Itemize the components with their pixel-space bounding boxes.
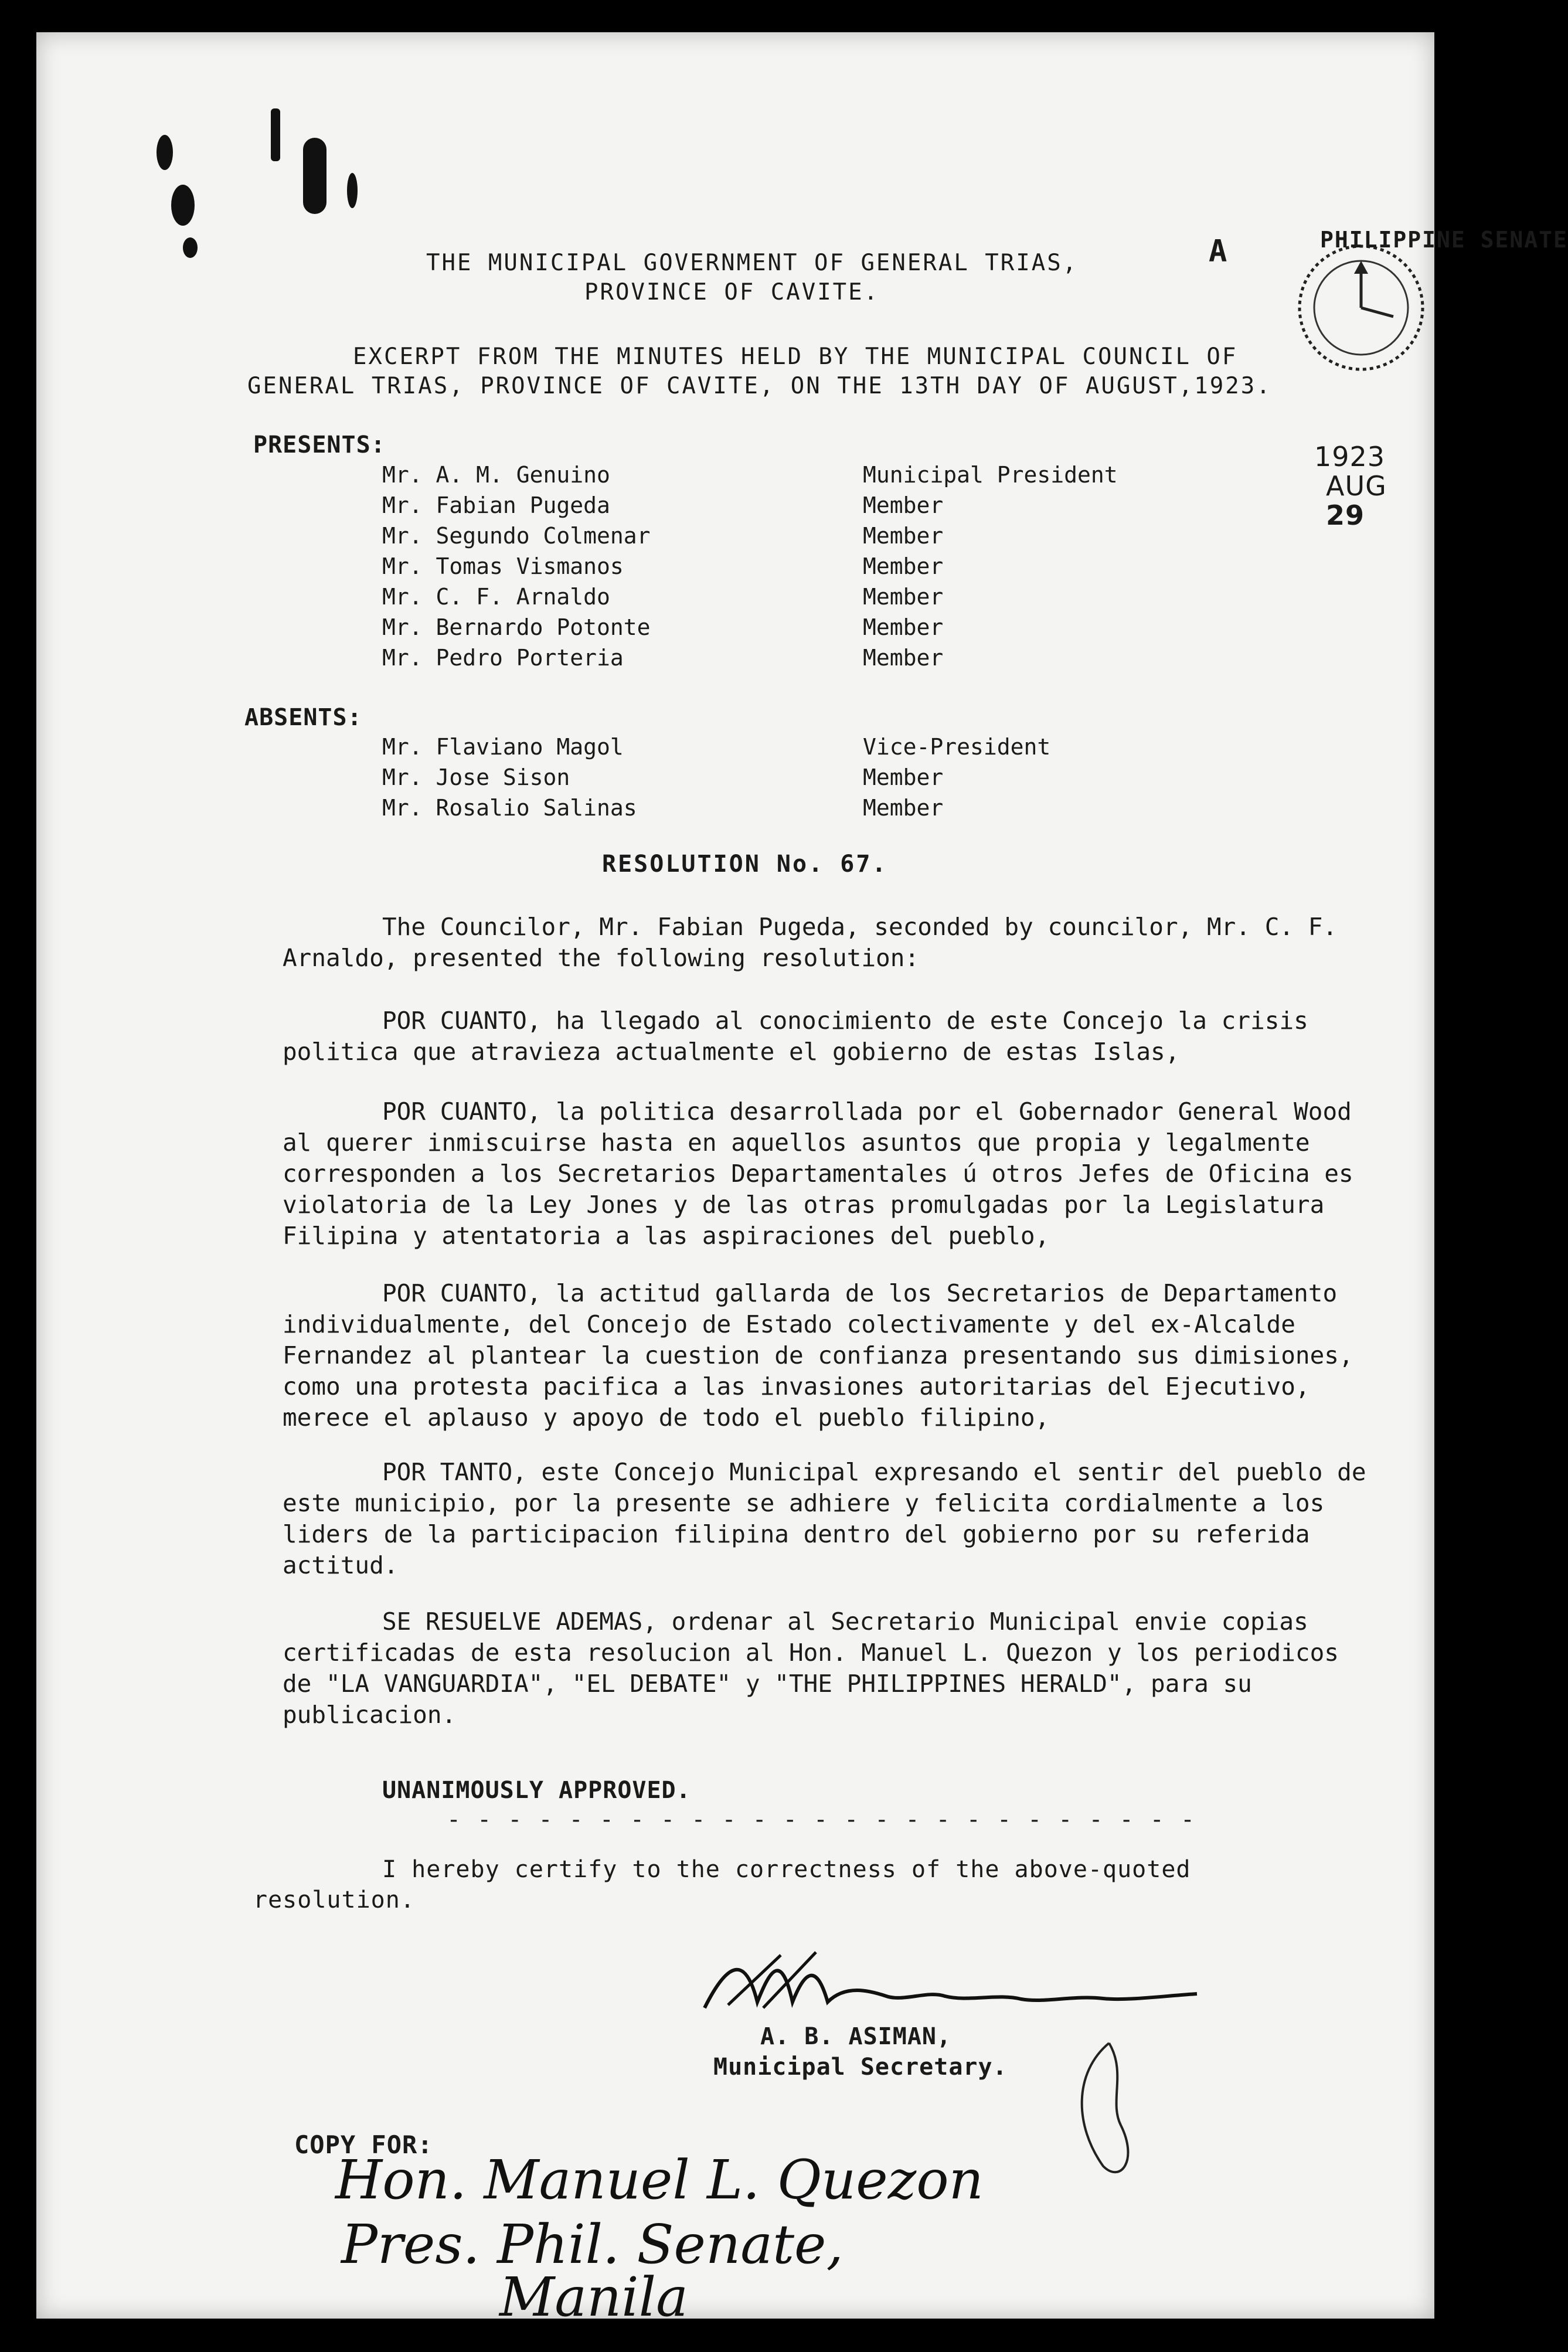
approval-text: UNANIMOUSLY APPROVED. [382,1777,691,1804]
stamp-year: 1923 [1314,441,1386,473]
handwritten-loop-mark [1050,2037,1144,2190]
stamp-month: AUG [1326,470,1387,502]
copy-for-label: COPY FOR: [294,2130,433,2159]
list-item: Mr. Segundo Colmenar Member [382,523,944,549]
list-item: Mr. A. M. Genuino Municipal President [382,462,1118,488]
list-item: Mr. Pedro Porteria Member [382,645,944,671]
paragraph-por-cuanto-2: POR CUANTO, la politica desarrollada por el Gobernador General Wood al querer inmiscuirse hasta en aquellos asuntos que propia y legalmente corresponden a los Secretarios Departamentales ú otros Jefes de Oficina es violatoria de la Ley Jones y de las otras promulgadas por la Legislatura Filipina y atentatoria a las aspiraciones del pueblo, [283,1097,1353,1250]
header-line-1: THE MUNICIPAL GOVERNMENT OF GENERAL TRIAS, [426,250,1079,276]
handwritten-addressee-line-1: Hon. Manuel L. Quezon [335,2149,984,2211]
stamp-text: PHILIPPINE SENATE [1320,227,1568,253]
certify-line-2: resolution. [253,1887,415,1913]
stamp-day: 29 [1326,499,1365,531]
document-page [36,32,1568,2329]
signatory-name: A. B. ASIMAN, [760,2023,952,2050]
list-item: Mr. Flaviano Magol Vice-President [382,734,1051,760]
separator-line: - - - - - - - - - - - - - - - - - - - - - - - - - [447,1806,1196,1833]
resolution-title: RESOLUTION No. 67. [602,851,888,878]
list-item: Mr. Tomas Vismanos Member [382,553,944,579]
list-item: Mr. Rosalio Salinas Member [382,795,944,821]
stamp-mark: A [1209,234,1228,269]
paragraph-se-resuelve: SE RESUELVE ADEMAS, ordenar al Secretario Municipal envie copias certificadas de esta resolucion al Hon. Manuel L. Quezon y los periodicos de "LA VANGUARDIA", "EL DEBATE" y "THE PHILIPPINES HERALD", para su publicacion. [283,1607,1339,1729]
header-line-2: PROVINCE OF CAVITE. [584,279,880,305]
absents-label: ABSENTS: [244,704,362,731]
excerpt-line-1: EXCERPT FROM THE MINUTES HELD BY THE MUNICIPAL COUNCIL OF [353,344,1238,370]
presents-label: PRESENTS: [253,431,386,458]
signatory-title: Municipal Secretary. [713,2054,1008,2081]
list-item: Mr. Fabian Pugeda Member [382,492,944,518]
certify-line-1: I hereby certify to the correctness of the above-quoted [382,1856,1191,1883]
handwritten-addressee-line-2: Pres. Phil. Senate, [341,2213,843,2276]
excerpt-line-2: GENERAL TRIAS, PROVINCE OF CAVITE, ON THE 13TH DAY OF AUGUST,1923. [247,373,1272,399]
handwritten-addressee-line-3: Manila [499,2266,688,2329]
paragraph-por-cuanto-1: POR CUANTO, ha llegado al conocimiento de este Concejo la crisis politica que atravieza actualmente el gobierno de estas Islas, [283,1007,1308,1066]
list-item: Mr. Jose Sison Member [382,764,944,790]
secretary-signature [693,1938,1209,2025]
paragraph-intro: The Councilor, Mr. Fabian Pugeda, seconded by councilor, Mr. C. F. Arnaldo, presented the following resolution: [283,913,1338,972]
list-item: Mr. C. F. Arnaldo Member [382,584,944,610]
paragraph-por-tanto: POR TANTO, este Concejo Municipal expresando el sentir del pueblo de este municipio, por la presente se adhiere y felicita cordialmente a los liders de la participacion filipina dentro del gobierno por su referida actitud. [283,1458,1366,1579]
paragraph-por-cuanto-3: POR CUANTO, la actitud gallarda de los Secretarios de Departamento individualmente, del Concejo de Estado colectivamente y del ex-Alcalde Fernandez al plantear la cuestion de confianza presentando sus dimisiones, como una protesta pacifica a las invasiones autoritarias del Ejecutivo, merece el aplauso y apoyo de todo el pueblo filipino, [283,1279,1353,1432]
list-item: Mr. Bernardo Potonte Member [382,614,944,640]
